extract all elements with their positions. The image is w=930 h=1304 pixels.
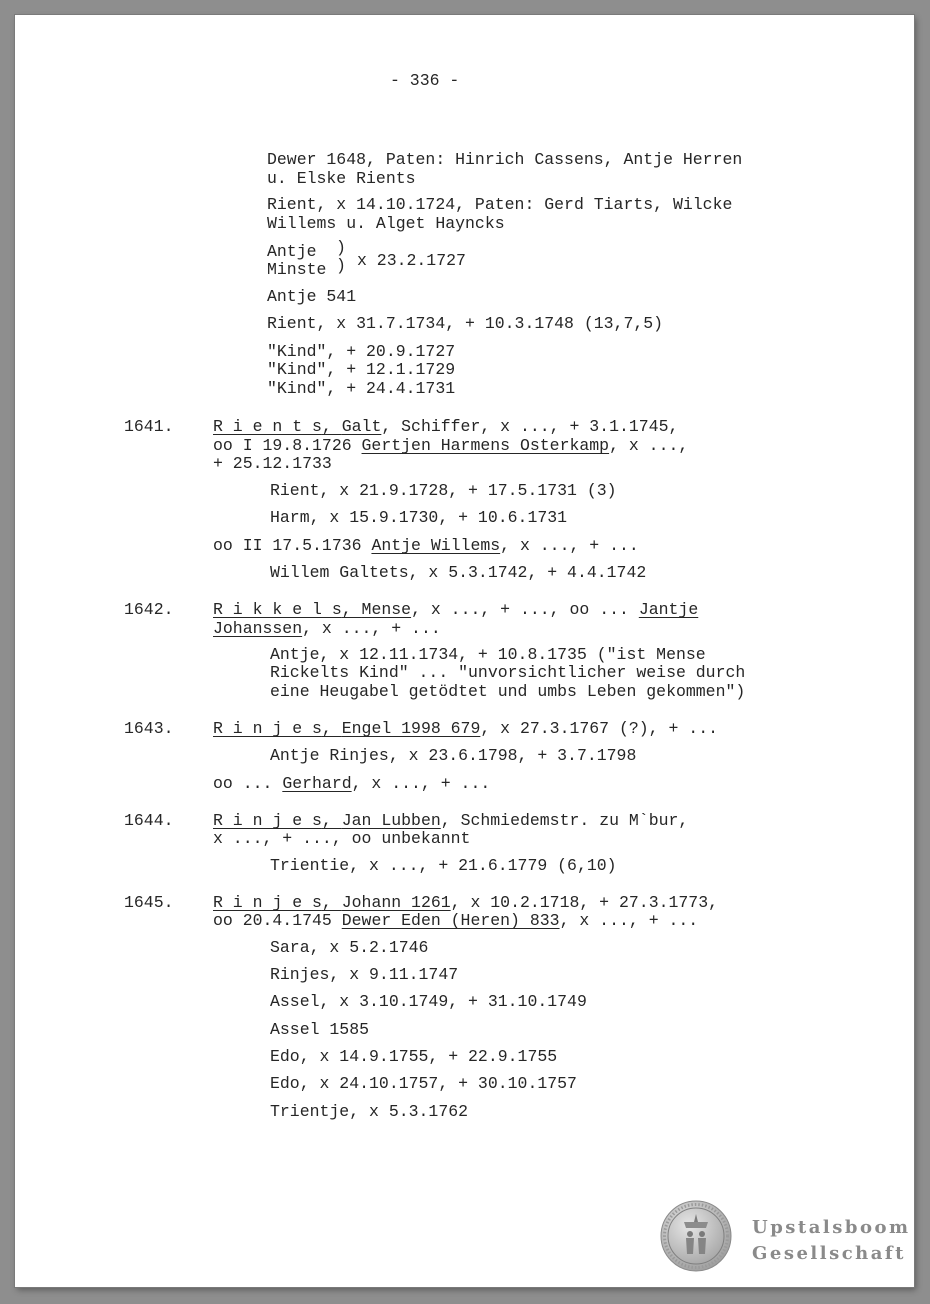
marriage-suffix: , x ..., + ... (559, 911, 699, 930)
marriage-prefix: oo ... (213, 774, 283, 793)
entry-number: 1641. (124, 417, 174, 436)
spouse-name: Gerhard (282, 774, 352, 793)
twin-date: x 23.2.1727 (357, 251, 466, 270)
text-line: Rient, x 31.7.1734, + 10.3.1748 (13,7,5) (267, 314, 664, 333)
child-line: Edo, x 14.9.1755, + 22.9.1755 (270, 1047, 558, 1066)
child-line: eine Heugabel getödtet und umbs Leben gekommen") (270, 682, 746, 701)
given-name: Engel 1998 679 (341, 719, 481, 738)
marriage-suffix: , x ..., + ... (351, 774, 491, 793)
entry-details: , Schmiedemstr. zu M`bur, (440, 811, 689, 830)
entry-details: , Schiffer, x ..., + 3.1.1745, (381, 417, 679, 436)
child-line: Antje, x 12.11.1734, + 10.8.1735 ("ist Mense (270, 645, 706, 664)
marriage-line (213, 912, 698, 930)
text-line: "Kind", + 12.1.1729 (267, 360, 456, 379)
child-line: Willem Galtets, x 5.3.1742, + 4.4.1742 (270, 563, 647, 582)
marriage-suffix: , x ..., + ... (500, 536, 639, 555)
text-line: + 25.12.1733 (213, 454, 332, 473)
text-line: "Kind", + 24.4.1731 (267, 379, 456, 398)
surname: R i n j e s (213, 811, 322, 830)
entry-details: , x 10.2.1718, + 27.3.1773, (450, 893, 718, 912)
marriage-prefix: oo I 19.8.1726 (213, 436, 362, 455)
child-line: Sara, x 5.2.1746 (270, 938, 429, 957)
child-line: Rinjes, x 9.11.1747 (270, 965, 459, 984)
entry-heading: R i e n t s, Galt, Schiffer, x ..., + 3.1.1745, (213, 417, 679, 436)
spouse-name: Jantje (638, 600, 699, 619)
child-line: Trientie, x ..., + 21.6.1779 (6,10) (270, 856, 617, 875)
twin-second: Minste (267, 260, 327, 279)
entry-heading: R i n j e s, Johann 1261, x 10.2.1718, + 27.3.1773, (213, 893, 718, 912)
text-line: Dewer 1648, Paten: Hinrich Cassens, Antje Herren (267, 150, 743, 169)
child-line: Harm, x 15.9.1730, + 10.6.1731 (270, 508, 568, 527)
marriage-line (213, 537, 639, 555)
twin-brace: ) ) (336, 238, 346, 275)
marriage-suffix: , x ..., (609, 436, 689, 455)
child-line: Assel 1585 (270, 1020, 370, 1039)
marriage-prefix: oo 20.4.1745 (213, 911, 342, 930)
child-line: Antje Rinjes, x 23.6.1798, + 3.7.1798 (270, 746, 637, 765)
entry-number: 1645. (124, 893, 174, 912)
entry-details: , x 27.3.1767 (?), + ... (480, 719, 718, 738)
entry-heading: R i n j e s, Jan Lubben, Schmiedemstr. zu M`bur, (213, 811, 689, 830)
surname: R i k k e l s (213, 600, 342, 619)
child-line: Edo, x 24.10.1757, + 30.10.1757 (270, 1074, 577, 1093)
text-line: Willems u. Alget Hayncks (267, 214, 505, 233)
text-line (213, 620, 441, 638)
child-line: Rickelts Kind" ... "unvorsichtlicher weise durch (270, 663, 746, 682)
seal-icon (660, 1200, 732, 1272)
entry-details: , x ..., + ... (302, 619, 441, 638)
given-name: Galt (341, 417, 382, 436)
given-name: Mense (361, 600, 412, 619)
twin-first: Antje (267, 242, 317, 261)
entry-number: 1642. (124, 600, 174, 619)
text-line: u. Elske Rients (267, 169, 416, 188)
marriage-line (213, 775, 490, 793)
text-line: "Kind", + 20.9.1727 (267, 342, 456, 361)
given-name: Johann 1261 (341, 893, 451, 912)
text-line: Antje 541 (267, 287, 357, 306)
spouse-name: Johanssen (213, 619, 303, 638)
text-line: x ..., + ..., oo unbekannt (213, 829, 471, 848)
entry-number: 1644. (124, 811, 174, 830)
entry-details: , x ..., + ..., oo ... (411, 600, 639, 619)
marriage-line (213, 437, 688, 455)
spouse-name: Dewer Eden (Heren) 833 (341, 911, 560, 930)
child-line: Assel, x 3.10.1749, + 31.10.1749 (270, 992, 587, 1011)
child-line: Trientje, x 5.3.1762 (270, 1102, 469, 1121)
page-number: - 336 - (390, 71, 460, 90)
surname: R i e n t s (213, 417, 322, 436)
brand-line-1: Upstalsboom (752, 1217, 911, 1238)
surname: R i n j e s (213, 893, 322, 912)
entry-heading: R i k k e l s, Mense, x ..., + ..., oo ... Jantje (213, 600, 699, 619)
given-name: Jan Lubben (341, 811, 441, 830)
entry-number: 1643. (124, 719, 174, 738)
entry-heading: R i n j e s, Engel 1998 679, x 27.3.1767 (?), + ... (213, 719, 718, 738)
child-line: Rient, x 21.9.1728, + 17.5.1731 (3) (270, 481, 617, 500)
spouse-name: Gertjen Harmens Osterkamp (361, 436, 610, 455)
spouse-name: Antje Willems (371, 536, 501, 555)
text-line: Rient, x 14.10.1724, Paten: Gerd Tiarts, Wilcke (267, 195, 733, 214)
marriage-prefix: oo II 17.5.1736 (213, 536, 372, 555)
brand-line-2: Gesellschaft (752, 1243, 906, 1264)
surname: R i n j e s (213, 719, 322, 738)
